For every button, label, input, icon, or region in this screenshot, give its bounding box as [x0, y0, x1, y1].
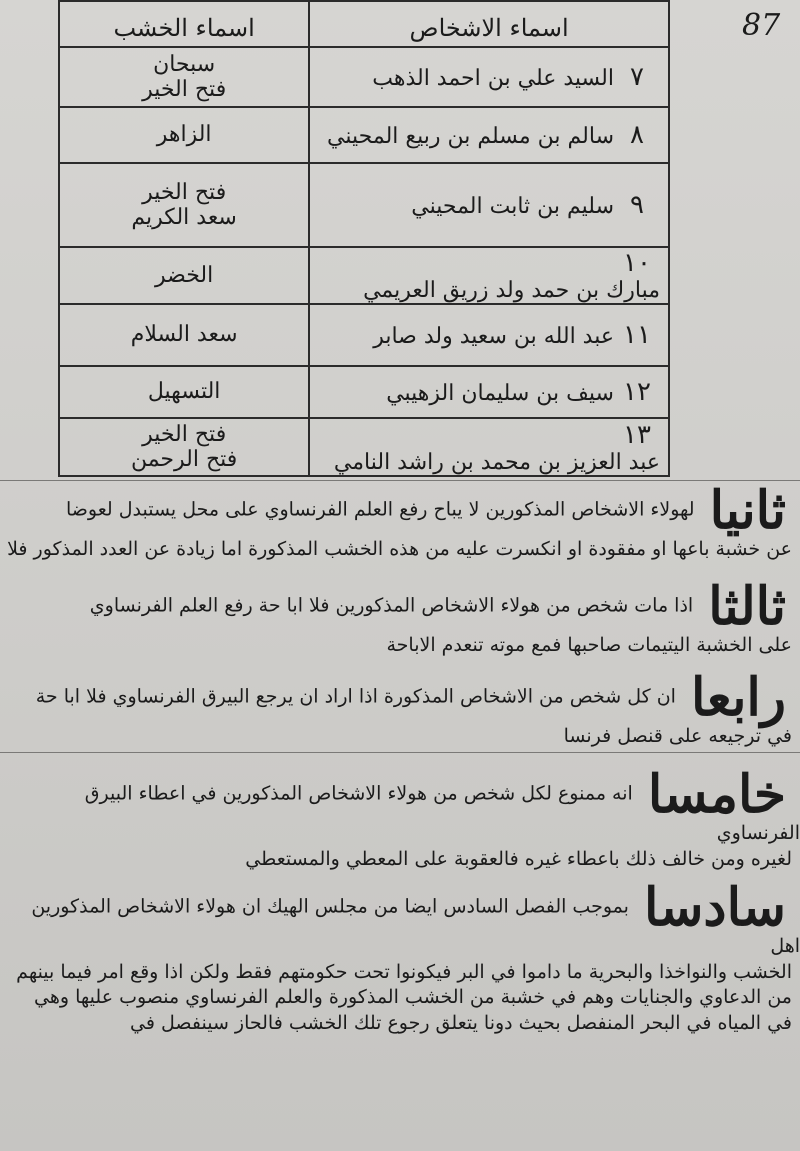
clause-text: على الخشبة اليتيمات صاحبها فمع موته تنعدم الاباحة	[386, 633, 792, 656]
table-row	[59, 47, 669, 107]
boat-name: فتح الخير	[142, 179, 227, 205]
table-row	[59, 247, 669, 304]
boat-name: سبحان	[153, 51, 216, 77]
clause-text: عن خشبة باعها او مفقودة او انكسرت عليه من هذه الخشب المذكورة اما زيادة عن العدد المذكور فلا	[7, 538, 792, 560]
clause-text: لهولاء الاشخاص المذكورين لا يباح رفع العلم الفرنساوي على محل يستبدل لعوضا	[65, 498, 695, 521]
person-name: عبد الله بن سعيد ولد صابر	[373, 324, 614, 349]
person-name: مبارك بن حمد ولد زريق العريمي	[363, 278, 660, 303]
boat-cell	[59, 163, 309, 247]
row-number: ٩	[630, 190, 644, 220]
person-cell	[309, 366, 669, 418]
clause-heading: ثالثا	[708, 575, 786, 637]
table-row	[59, 418, 669, 476]
person-name: سيف بن سليمان الزهيبي	[386, 381, 614, 406]
person-name: عبد العزيز بن محمد بن راشد النامي	[333, 449, 660, 475]
clause-heading: رابعا	[691, 667, 786, 729]
clause-heading: ثانيا	[709, 480, 786, 541]
person-name: سليم بن ثابت المحيني	[411, 194, 614, 219]
page-number: 87	[742, 8, 781, 43]
row-number: ٧	[630, 62, 644, 92]
row-number: ٨	[630, 120, 644, 150]
person-cell	[309, 47, 669, 107]
table-header-row	[59, 1, 669, 47]
boat-cell	[59, 47, 309, 107]
row-number: ١٣	[623, 419, 651, 450]
clause-fourth	[0, 667, 800, 750]
person-cell	[309, 418, 669, 476]
person-cell	[309, 304, 669, 366]
clause-text: في ترجيعه على قنصل فرنسا	[563, 725, 792, 748]
person-cell	[309, 247, 669, 304]
boat-name: فتح الخير	[142, 421, 227, 447]
clause-text: في المياه في البحر المنفصل بحيث دونا يتعلق رجوع تلك الخشب فالحاز سينفصل في	[130, 1012, 792, 1035]
clause-text: اذا مات شخص من هولاء الاشخاص المذكورين فلا ابا حة رفع العلم الفرنساوي	[89, 594, 694, 617]
boat-cell	[59, 247, 309, 304]
boat-cell	[59, 107, 309, 163]
table-row	[59, 304, 669, 366]
names-table	[58, 0, 670, 477]
table-row	[59, 107, 669, 163]
clause-text: من الدعاوي والجنايات وهم في خشبة من الخشب المذكورة والعلم الفرنساوي منصوب عليها وهي	[34, 986, 792, 1009]
clause-text: ان كل شخص من الاشخاص المذكورة اذا اراد ان يرجع البيرق الفرنساوي فلا ابا حة	[35, 685, 676, 708]
table-row	[59, 366, 669, 418]
divider	[0, 480, 800, 481]
clause-text: بموجب الفصل السادس ايضا من مجلس الهيك ان هولاء الاشخاص المذكورين اهل	[31, 895, 800, 958]
boat-cell	[59, 418, 309, 476]
boat-name: الخضر	[155, 262, 214, 288]
row-number: ١٢	[623, 377, 651, 407]
person-cell	[309, 107, 669, 163]
clause-text: الخشب والنواخذا والبحرية ما داموا في البر فيكونوا تحت حكومتهم فقط ولكن اذا وقع امر فيما بينهم	[16, 960, 792, 983]
boat-name: التسهيل	[147, 379, 221, 405]
boat-cell	[59, 304, 309, 366]
clause-heading: سادسا	[644, 877, 786, 939]
boat-name: فتح الخير	[142, 77, 227, 102]
table-row	[59, 163, 669, 247]
boat-name: فتح الرحمن	[130, 447, 238, 472]
header-boats: اسماء الخشب	[59, 1, 309, 47]
person-name: سالم بن مسلم بن ربيع المحيني	[327, 124, 614, 149]
boat-cell	[59, 366, 309, 418]
clause-text: لغيره ومن خالف ذلك باعطاء غيره فالعقوبة على المعطي والمستعطي	[245, 847, 792, 870]
clause-heading: خامسا	[647, 763, 786, 825]
divider	[0, 752, 800, 753]
clause-text: انه ممنوع لكل شخص من هولاء الاشخاص المذكورين في اعطاء البيرق الفرنساوي	[84, 782, 800, 844]
clause-third	[0, 575, 800, 659]
row-number: ١١	[623, 320, 651, 350]
row-number: ١٠	[623, 248, 651, 278]
boat-name: سعد السلام	[130, 322, 238, 348]
person-cell	[309, 163, 669, 247]
clauses-section	[0, 478, 800, 1151]
boat-name: الزاهر	[156, 122, 212, 148]
clause-sixth	[0, 877, 800, 1037]
header-names: اسماء الاشخاص	[309, 1, 669, 47]
boat-name: سعد الكريم	[131, 205, 237, 230]
clause-fifth	[0, 763, 800, 872]
person-name: السيد علي بن احمد الذهب	[372, 66, 614, 91]
clause-second	[0, 480, 800, 563]
